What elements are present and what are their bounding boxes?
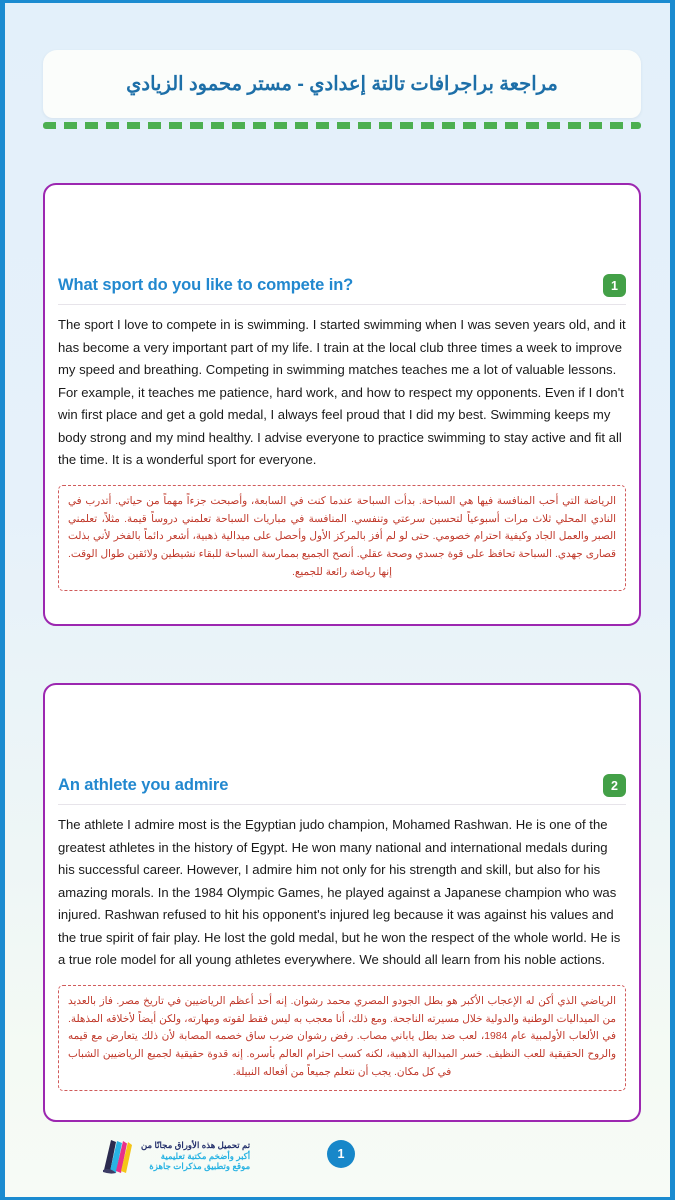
translation-box-1	[58, 485, 626, 591]
page-title: مراجعة براجرافات تالتة إعدادي - مستر محمود الزيادي	[126, 73, 558, 95]
question-answer-english-2: The athlete I admire most is the Egyptian judo champion, Mohamed Rashwan. He is one of the greatest athletes in the history of Egypt. He won many national and international medals during his successful career. However, I admire him not only for his strength and skill, but also for his amazing morals. In the 1984 Olympic Games, he played against a Japanese champion who was injured. Rashwan refused to hit his opponent's injured leg because it was against his values and the true spirit of fair play. He lost the gold medal, but he won the respect of the whole world. He is a true role model for all young athletes everywhere. We should all learn from his noble actions.	[58, 817, 621, 968]
question-header-1	[58, 270, 626, 305]
brand-watermark	[101, 1137, 250, 1175]
header-dashed-divider	[43, 122, 641, 129]
page-footer	[5, 1131, 670, 1193]
question-number-badge-1: 1	[603, 274, 626, 297]
question-answer-arabic-2: الرياضي الذي أكن له الإعجاب الأكبر هو بطل الجودو المصري محمد رشوان. إنه أحد أعظم الرياضيين في تاريخ مصر. فاز بالعديد من الميداليات الوطنية والدولية خلال مسيرته الناجحة. ومع ذلك، أنا معجب به ليس فقط لقوته ومهارته، ولكن أيضاً لأخلاقه المذهلة. في الألعاب الأولمبية عام 1984، لعب ضد بطل ياباني مصاب. رفض رشوان ضرب ساق خصمه المصابة لأن ذلك يتعارض مع قيمه والروح الحقيقية للعب النظيف. خسر الميدالية الذهبية، لكنه كسب احترام العالم بأسره. إنه قدوة حقيقية لجميع الرياضيين الشباب في كل مكان. يجب أن نتعلم جميعاً من أفعاله النبيلة.	[68, 995, 616, 1079]
brand-line-3: موقع وتطبيق مذكرات جاهزة	[149, 1161, 251, 1172]
question-header-2	[58, 770, 626, 805]
question-answer-arabic-1: الرياضة التي أحب المنافسة فيها هي السباحة. بدأت السباحة عندما كنت في السابعة، وأصبحت جزءاً مهماً من حياتي. أتدرب في النادي المحلي ثلاث مرات أسبوعياً لتحسين سرعتي وتنفسي. المنافسة في مباريات السباحة تعلمني دروساً قيمة. مثلاً، تعلمني الصبر والعمل الجاد وكيفية احترام خصومي. حتى لو لم أفز بالمركز الأول وأحصل على ميدالية ذهبية، أشعر دائماً بالفخر لأني بذلت قصارى جهدي. السباحة تحافظ على قوة جسدي وصحة عقلي. أنصح الجميع بممارسة السباحة للبقاء نشيطين ولائقين طوال الوقت. إنها رياضة رائعة للجميع.	[68, 495, 616, 579]
open-book-icon	[101, 1137, 135, 1175]
question-title-2: An athlete you admire	[58, 776, 229, 794]
brand-text	[141, 1140, 250, 1172]
question-number-badge-2: 2	[603, 774, 626, 797]
brand-line-2: أكبر وأضخم مكتبة تعليمية	[160, 1150, 251, 1161]
question-answer-english-1: The sport I love to compete in is swimming. I started swimming when I was seven years old, and it has become a very important part of my life. I train at the local club three times a week to improve my speed and breathing. Competing in swimming matches teaches me a lot of valuable lessons. For example, it teaches me patience, hard work, and how to respect my opponents. Even if I don't win first place and get a gold medal, I always feel proud that I did my best. Swimming keeps my body strong and my mind healthy. I advise everyone to practice swimming to stay active and fit all the time. It is a wonderful sport for everyone.	[58, 317, 626, 468]
brand-line-1: تم تحميل هذه الأوراق مجانًا من	[141, 1139, 251, 1150]
question-title-1: What sport do you like to compete in?	[58, 276, 354, 294]
header-card	[43, 50, 641, 118]
page-number: 1	[327, 1140, 355, 1168]
header-banner	[43, 50, 641, 129]
question-card-2	[43, 683, 641, 1122]
translation-box-2	[58, 985, 626, 1091]
question-card-1	[43, 183, 641, 626]
